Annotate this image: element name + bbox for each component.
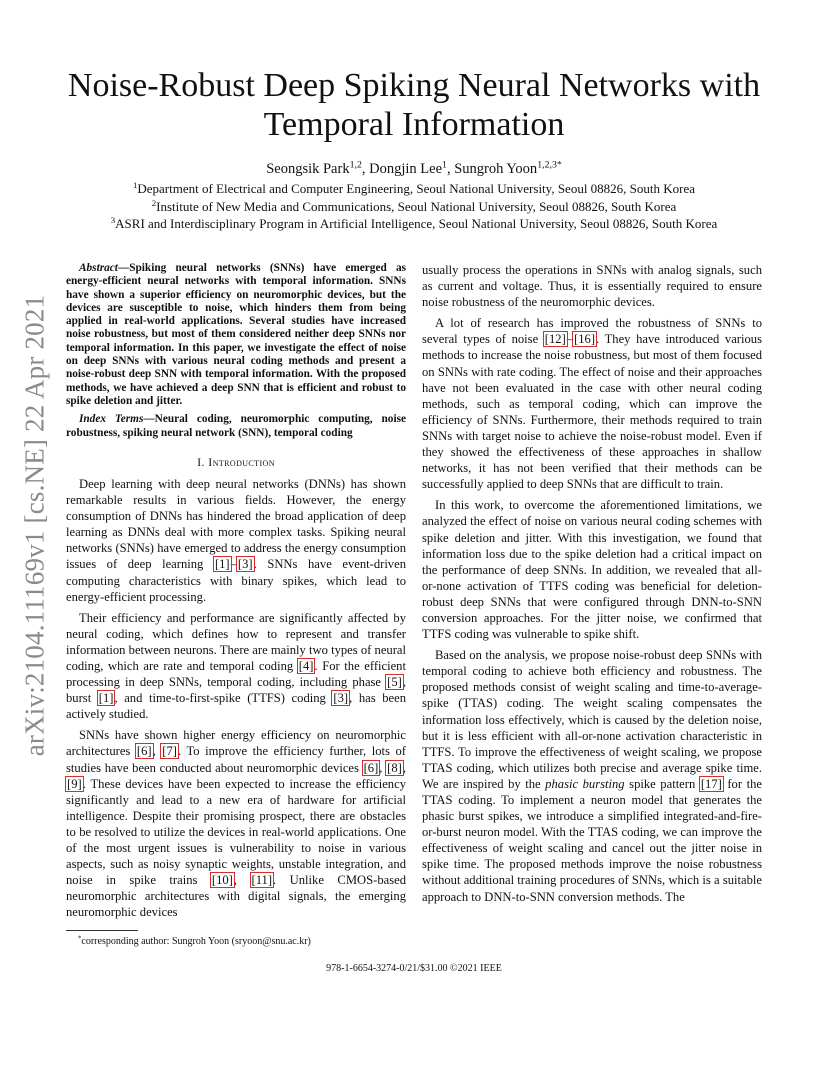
text-run: – [230, 557, 237, 572]
section-heading: I. Introduction [197, 454, 275, 469]
paragraph [422, 647, 762, 905]
footnote-text: corresponding author: Sungroh Yoon (sryoon@snu.ac.kr) [81, 936, 311, 947]
abstract [66, 262, 406, 408]
citation-link[interactable]: [6] [136, 744, 152, 759]
paragraph: usually process the operations in SNNs with analog signals, such as current and voltage. Thus, it is essentially required to ensure noise robustness of the neuromorphic devices. [422, 263, 762, 310]
paragraph [66, 610, 406, 723]
author-affil-sup: 1,2 [349, 159, 362, 171]
paragraph: In this work, to overcome the aforementioned limitations, we analyzed the effect of noise on various neural coding schemes with spike deletion and jitter. With this investigation, we found that information loss due to the spike deletion had a critical impact on the performance of deep SNNs. In addition, we revealed that all-or-none activation of TTFS coding was beneficial for deletion-robust deep SNNs that were configured through DNN-to-SNN conversion approaches. For the jitter noise, we confirmed that TTFS coding was vulnerable to spike shift. [422, 498, 762, 642]
citation-link[interactable]: [4] [298, 658, 314, 673]
index-terms [66, 413, 406, 440]
abstract-text: —Spiking neural networks (SNNs) have emerged as energy-efficient neural networks with temporal information. SNNs have shown a superior efficiency on neuromorphic devices, but the devices are susceptible to noise, which hinders them from being applied in real-world applications. Several studies have increased noise robustness, but most of them considered neither deep SNNs nor temporal information. In this paper, we investigate the effect of noise on deep SNNs with various neural coding methods and present a noise-robust deep SNN with temporal information. With the proposed methods, we have achieved a deep SNN that is efficient and robust to spike deletion and jitter. [66, 262, 406, 407]
paper-title: Noise-Robust Deep Spiking Neural Networks with Temporal Information [67, 67, 761, 143]
paragraph [66, 727, 406, 920]
text-run: , [379, 760, 387, 775]
citation-link[interactable]: [6] [363, 760, 379, 775]
citation-link[interactable]: [1] [98, 691, 114, 706]
author-name: Dongjin Lee [369, 161, 443, 177]
citation-link[interactable]: [5] [387, 675, 402, 690]
text-run: . SNNs have event-driven computing characteristics with binary spikes, which lead to energy-efficient processing. [66, 557, 406, 604]
citation-link[interactable]: [7] [162, 744, 177, 759]
text-run: , and time-to-first-spike (TTFS) coding [114, 691, 333, 706]
affiliation-sup: 2 [151, 197, 157, 208]
left-column [66, 262, 406, 925]
text-run: spike pattern [624, 776, 700, 791]
citation-link[interactable]: [8] [387, 760, 402, 775]
affiliation-text: ASRI and Interdisciplinary Program in Artificial Intelligence, Seoul National University, Seoul 08826, South Korea [115, 216, 718, 231]
citation-link[interactable]: [1] [214, 557, 230, 572]
emphasis-text: phasic bursting [545, 776, 625, 791]
affiliation-line [60, 180, 768, 198]
citation-link[interactable]: [3] [333, 691, 349, 706]
text-run: . Unlike CMOS-based neuromorphic architectures with digital signals, the emerging neuromorphic devices [66, 873, 406, 920]
footnote [78, 936, 311, 948]
text-run: , burst [66, 675, 406, 706]
text-run: SNNs have shown higher energy efficiency on neuromorphic architectures [66, 728, 406, 759]
text-run: . To improve the efficiency further, lots of studies have been conducted about neuromorphic devices [66, 744, 406, 775]
footnote-mark: * [78, 935, 82, 943]
text-run: Deep learning with deep neural networks (DNNs) has shown remarkable results in various fields. However, the energy consumption of DNNs has hindered the broad application of deep learning as DNNs deal with more complex tasks. Spiking neural networks (SNNs) have emerged to address the energy consumption issues of deep learning [66, 476, 406, 572]
author-list: Seongsik Park$^{1,2}$, Dongjin Lee$^1$, Sungroh Yoon$^{1,2,3*}$ [266, 159, 562, 177]
citation-link[interactable]: [3] [237, 557, 253, 572]
author-affil-sup: 1,2,3* [537, 159, 562, 171]
citation-link[interactable]: [9] [67, 776, 82, 791]
affiliation-sup: 1 [132, 180, 138, 191]
text-run: A lot of research has improved the robustness of SNNs to several types of noise [422, 316, 762, 347]
citation-link[interactable]: [17] [700, 776, 722, 791]
footnote-divider [66, 930, 138, 931]
index-terms-text: —Neural coding, neuromorphic computing, noise robustness, spiking neural network (SNN), temporal coding [66, 413, 406, 439]
author-name: Sungroh Yoon [454, 161, 538, 177]
text-run: for the TTAS coding. To implement a neuron model that generates the phasic burst spikes, we introduce a simplified integrated-and-fire-or-burst neuron model. With the TTAS coding, we can improve the effectiveness of weight scaling and cancel out the jitter noise in spike time. The proposed methods improve the noise robustness without additional training procedures of SNNs, which is a suitable approach to DNN-to-SNN conversion methods. The [422, 776, 762, 904]
abstract-label: Abstract [79, 262, 118, 274]
affiliation-text: Department of Electrical and Computer Engineering, Seoul National University, Seoul 08826, South Korea [137, 181, 696, 196]
citation-link[interactable]: [10] [211, 873, 233, 888]
text-run: – [566, 332, 574, 347]
citation-link[interactable]: [16] [574, 332, 596, 347]
text-run: , has been actively studied. [66, 691, 406, 722]
arxiv-identifier-text: arXiv:2104.11169v1 [cs.NE] 22 Apr 2021 [19, 294, 50, 756]
citation-link[interactable]: [12] [544, 332, 566, 347]
author-name: Seongsik Park [266, 161, 350, 177]
affiliation-sup: 3 [110, 215, 116, 226]
copyright-footer: 978-1-6654-3274-0/21/$31.00 ©2021 IEEE [326, 963, 502, 974]
text-run: . They have introduced various methods to increase the noise robustness, but most of them focused on SNNs with rate coding. The effect of noise and their approaches have not been evaluated in the case with other neural coding methods, such as temporal coding, which can improve the efficiency of SNNs. Furthermore, their methods required to train SNNs with target noise to achieve the noise-robust model. Even if they showed the effectiveness of these approaches in shallow networks, it has not been verified that their methods can be successfully applied to deep SNNs that are difficult to train. [422, 332, 762, 492]
text-run: , [152, 744, 162, 759]
affiliation-text: Institute of New Media and Communications, Seoul National University, Seoul 08826, South Korea [156, 198, 677, 214]
right-column [422, 262, 762, 910]
index-terms-label: Index Terms [79, 413, 144, 426]
text-run: . These devices have been expected to increase the efficiency significantly and lead to a new era of hardware for artificial intelligence. Despite their promising prospect, there are obstacles to be resolved to utilize the devices in real-world applications. One of the most urgent issues is vulnerability to noise in various aspects, such as noisy synaptic weights, unstable integration, and noise in spike trains [66, 776, 406, 888]
paragraph [66, 476, 406, 605]
affiliation-list [60, 180, 768, 233]
citation-link[interactable]: [11] [251, 873, 273, 888]
text-run: , [233, 873, 251, 888]
affiliation-line [60, 198, 768, 216]
text-run: . For the efficient processing in deep SNNs, temporal coding, including phase [66, 658, 406, 690]
affiliation-line [60, 215, 768, 233]
text-run: Their efficiency and performance are significantly affected by neural coding, which defines how to represent and transfer information between neurons. There are mainly two types of neural coding, which are rate and temporal coding [66, 610, 406, 673]
text-run: Based on the analysis, we propose noise-robust deep SNNs with temporal coding to achieve both efficiency and robustness. The proposed methods consist of weight scaling and time-to-average-spike (TTAS) coding. The weight scaling compensates the information loss effectively, which is caused by the deletion noise, but it is less efficient with all-or-none activation characteristic in TTFS. To improve the effectiveness of weight scaling, we propose TTAS coding, which utilizes both precise and average spike time. We are inspired by the [422, 648, 762, 791]
author-affil-sup: 1 [442, 159, 447, 171]
paragraph [422, 315, 762, 492]
arxiv-identifier-stamp [13, 290, 57, 760]
text-run: , [402, 760, 406, 775]
